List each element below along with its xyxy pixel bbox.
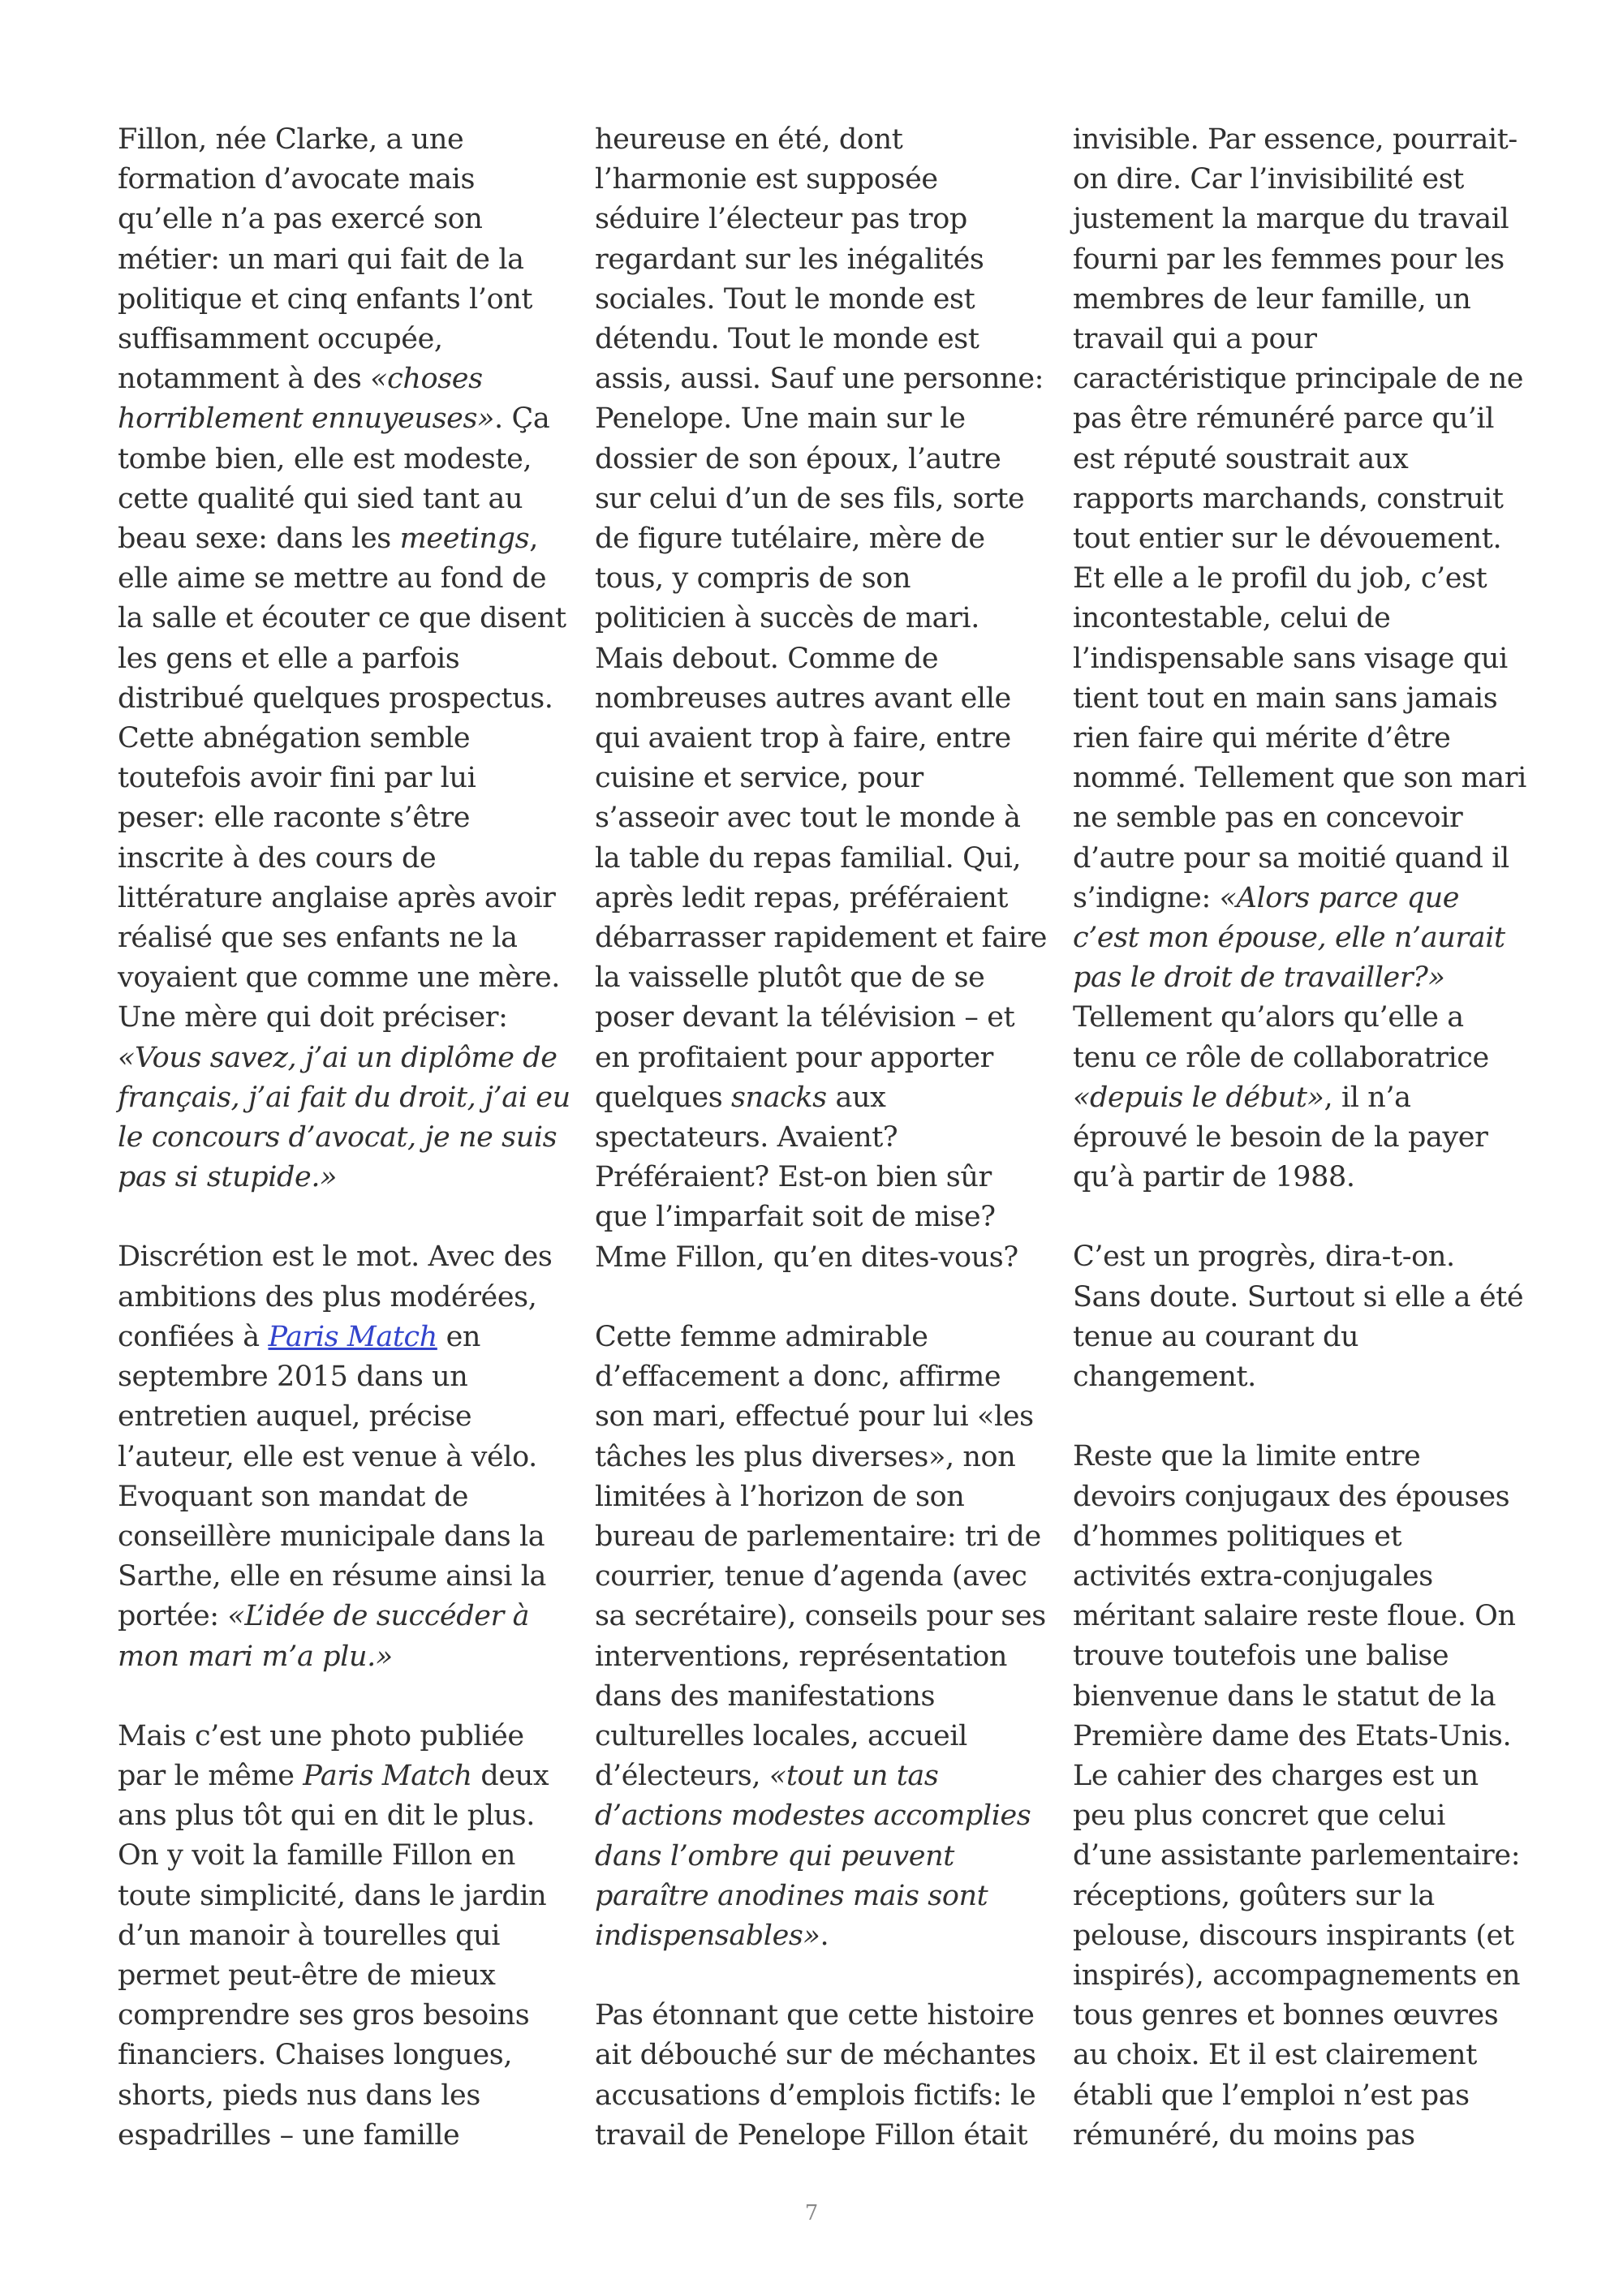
paragraph [1073, 1237, 1527, 1397]
text-segment: aux spectateurs. Avaient? Préféraient? Est-on bien sûr que l’imparfait soit de mise? Mme Fillon, qu’en dites-vous? [595, 1081, 1018, 1274]
quote-segment: «Vous savez, j’ai un diplôme de français, j’ai fait du droit, j’ai eu le concours d’avocat, je ne suis pas si stupide.» [118, 1041, 570, 1194]
paris-match-link[interactable]: Paris Match [268, 1320, 437, 1353]
text-segment: Pas étonnant que cette histoire ait débouché sur de méchantes accusations d’emplois fictifs: le travail de Penelope Fillon était [595, 1999, 1036, 2152]
text-segment: . [820, 1919, 829, 1952]
quote-segment: «Alors parce que c’est mon épouse, elle n’aurait pas le droit de travailler?» [1073, 881, 1505, 995]
text-segment: heureuse en été, dont l’harmonie est supposée séduire l’électeur pas trop regardant sur les inégalités sociales. Tout le monde est détendu. Tout le monde est assis, aussi. Sauf une personne: Penelope. Une main sur le dossier de son époux, l’autre sur celui d’un de ses fils, sorte de figure tutélaire, mère de tous, y compris de son politicien à succès de mari. Mais debout. Comme de nombreuses autres avant elle qui avaient trop à faire, entre cuisine et service, pour s’asseoir avec tout le monde à la table du repas familial. Qui, après ledit repas, préféraient débarrasser rapidement et faire la vaisselle plutôt que de se poser devant la télévision – et en profitaient pour apporter quelques [595, 123, 1048, 1114]
text-segment: Discrétion est le mot. Avec des ambitions des plus modérées, confiées à [118, 1240, 553, 1353]
quote-segment: «depuis le début» [1073, 1081, 1324, 1114]
text-segment: C’est un progrès, dira-t-on. Sans doute. Surtout si elle a été tenue au courant du changement. [1073, 1240, 1524, 1394]
paragraph [1073, 120, 1527, 1197]
text-segment: . Ça tombe bien, elle est modeste, cette qualité qui sied tant au beau sexe: dans les [118, 402, 550, 556]
text-column-3 [1073, 120, 1527, 2156]
text-column-2 [595, 120, 1049, 2156]
page-number: 7 [804, 2201, 819, 2225]
emphasis-segment: snacks [731, 1081, 827, 1114]
text-segment: Mais c’est une photo publiée par le même [118, 1719, 524, 1792]
text-segment: Fillon, née Clarke, a une formation d’avocate mais qu’elle n’a pas exercé son métier: un mari qui fait de la politique et cinq enfants l’ont suffisamment occupée, notamment à des [118, 123, 533, 396]
paragraph [118, 120, 572, 1197]
paragraph [118, 1717, 572, 2156]
text-column-1 [118, 120, 572, 2156]
paragraph [595, 1318, 1049, 1956]
text-segment: invisible. Par essence, pourrait-on dire. Car l’invisibilité est justement la marque du travail fourni par les femmes pour les membres de leur famille, un travail qui a pour caractéristique principale de ne pas être rémunéré parce qu’il est réputé soustrait aux rapports marchands, construit tout entier sur le dévouement. Et elle a le profil du job, c’est incontestable, celui de l’indispensable sans visage qui tient tout en main sans jamais rien faire qui mérite d’être nommé. Tellement que son mari ne semble pas en concevoir d’autre pour sa moitié quand il s’indigne: [1073, 123, 1526, 914]
paragraph [1073, 1437, 1527, 2156]
paragraph [118, 1237, 572, 1676]
quote-segment: «L’idée de succéder à mon mari m’a plu.» [118, 1600, 530, 1673]
text-segment: , elle aime se mettre au fond de la salle et écouter ce que disent les gens et elle a parfois distribué quelques prospectus. Cette abnégation semble toutefois avoir fini par lui peser: elle raconte s’être inscrite à des cours de littérature anglaise après avoir réalisé que ses enfants ne la voyaient que comme une mère. Une mère qui doit préciser: [118, 522, 566, 1034]
paragraph [595, 1996, 1049, 2156]
text-segment: Tellement qu’alors qu’elle a tenu ce rôle de collaboratrice [1073, 1001, 1489, 1074]
text-segment: en septembre 2015 dans un entretien auquel, précise l’auteur, elle est venue à vélo. Evoquant son mandat de conseillère municipale dans la Sarthe, elle en résume ainsi la portée: [118, 1320, 546, 1633]
text-segment: Cette femme admirable d’effacement a donc, affirme son mari, effectué pour lui «les tâches les plus diverses», non limitées à l’horizon de son bureau de parlementaire: tri de courrier, tenue d’agenda (avec sa secrétaire), conseils pour ses interventions, représentation dans des manifestations culturelles locales, accueil d’électeurs, [595, 1320, 1046, 1793]
emphasis-segment: Paris Match [303, 1759, 472, 1792]
quote-segment: «choses horriblement ennuyeuses» [118, 363, 495, 436]
emphasis-segment: meetings [399, 522, 530, 556]
quote-segment: «tout un tas d’actions modestes accomplies dans l’ombre qui peuvent paraître anodines mais sont indispensables» [595, 1760, 1031, 1952]
text-segment: Reste que la limite entre devoirs conjugaux des épouses d’hommes politiques et activités extra-conjugales méritant salaire reste floue. On trouve toutefois une balise bienvenue dans le statut de la Première dame des Etats-Unis. Le cahier des charges est un peu plus concret que celui d’une assistante parlementaire: réceptions, goûters sur la pelouse, discours inspirants (et inspirés), accompagnements en tous genres et bonnes œuvres au choix. Et il est clairement établi que l’emploi n’est pas rémunéré, du moins pas [1073, 1440, 1521, 2152]
text-segment: deux ans plus tôt qui en dit le plus. On y voit la famille Fillon en toute simplicité, dans le jardin d’un manoir à tourelles qui permet peut-être de mieux comprendre ses gros besoins financiers. Chaises longues, shorts, pieds nus dans les espadrilles – une famille [118, 1759, 549, 2152]
text-segment: , il n’a éprouvé le besoin de la payer qu’à partir de 1988. [1073, 1081, 1488, 1194]
paragraph [595, 120, 1049, 1278]
